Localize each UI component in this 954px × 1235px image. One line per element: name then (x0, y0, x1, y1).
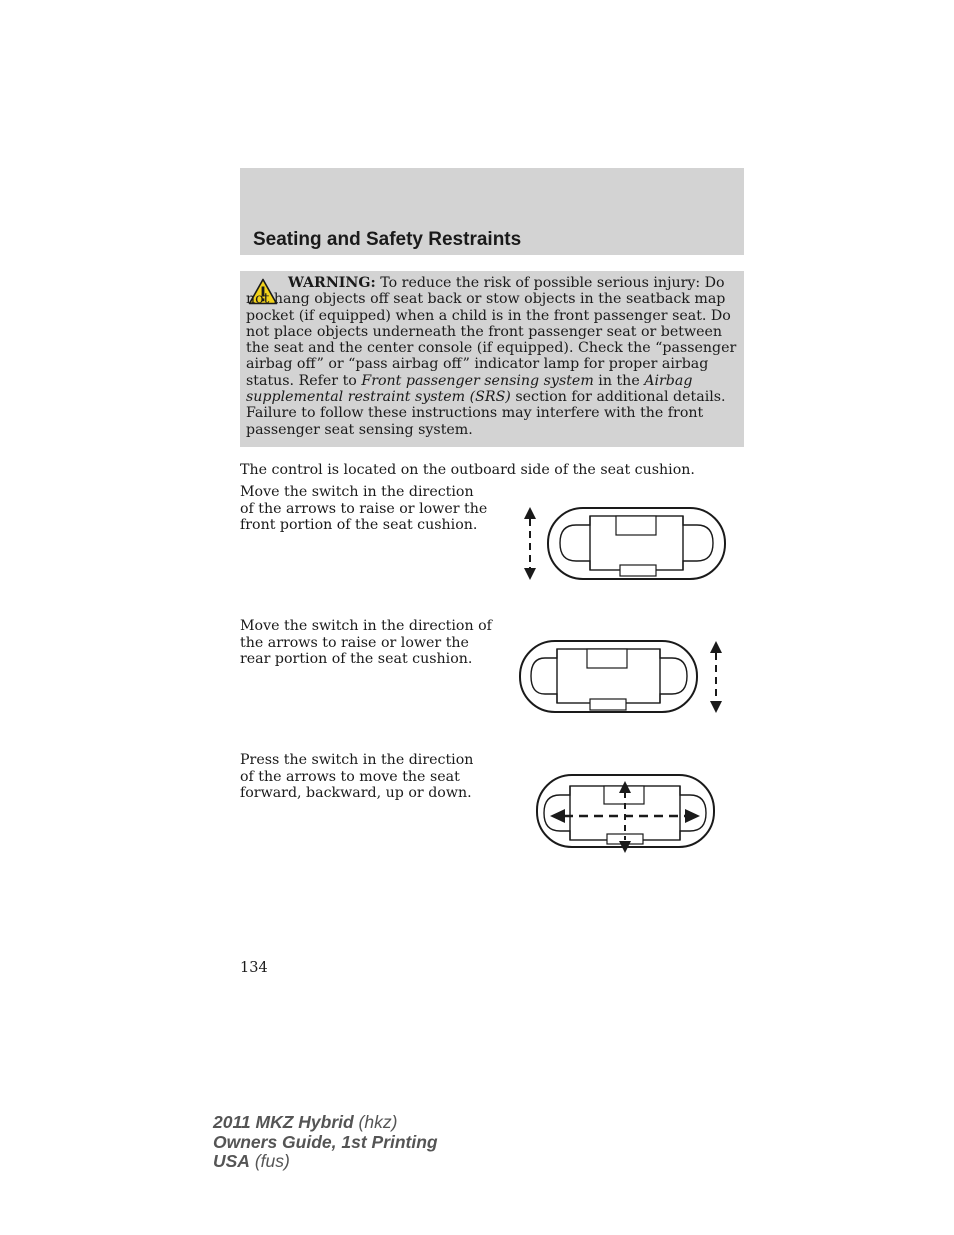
warning-text-part: in the (593, 372, 645, 389)
footer-code: (fus) (249, 1151, 290, 1171)
warning-text (246, 275, 738, 438)
section-title: Seating and Safety Restraints (253, 229, 522, 250)
warning-label: WARNING: (288, 275, 376, 291)
footer-line (213, 1113, 438, 1133)
footer-model: 2011 MKZ Hybrid (213, 1112, 354, 1132)
step-text-rear-cushion: Move the switch in the direction of the arrows to raise or lower the rear portion of the seat cushion. (240, 618, 492, 668)
rear-cushion-switch-diagram (515, 637, 727, 717)
step-text-seat-position: Press the switch in the direction of the arrows to move the seat forward, backward, up or down. (240, 752, 474, 802)
footer-line (213, 1152, 438, 1172)
front-cushion-switch-diagram (518, 503, 730, 585)
page-number: 134 (240, 960, 268, 976)
seat-position-switch-diagram (532, 770, 722, 855)
footer-market: USA (213, 1151, 250, 1171)
warning-text-part: To reduce the risk of possible serious injury: Do not hang objects off seat back or stow objects in the seatback map pocket (if equipped) when a child is in the front passenger seat. Do not place objects underneath the front passenger seat or between the seat and the center console (if equipped). Check the “passenger airbag off” or “pass airbag off” indicator lamp for proper airbag status. Refer to (246, 275, 737, 389)
step-text-front-cushion: Move the switch in the direction of the arrows to raise or lower the front portion of the seat cushion. (240, 484, 488, 534)
cross-reference: Airbag supplemental restraint system (SRS) (246, 372, 693, 406)
footer-edition: Owners Guide, 1st Printing (213, 1131, 438, 1152)
warning-text-part: section for additional details. Failure to follow these instructions may interfere with the front passenger seat sensing system. (246, 389, 726, 438)
footer-code: (hkz) (353, 1112, 398, 1132)
footer-line (213, 1133, 438, 1153)
document-footer (213, 1113, 438, 1172)
intro-paragraph: The control is located on the outboard side of the seat cushion. (240, 462, 695, 478)
cross-reference: Front passenger sensing system (361, 372, 594, 389)
